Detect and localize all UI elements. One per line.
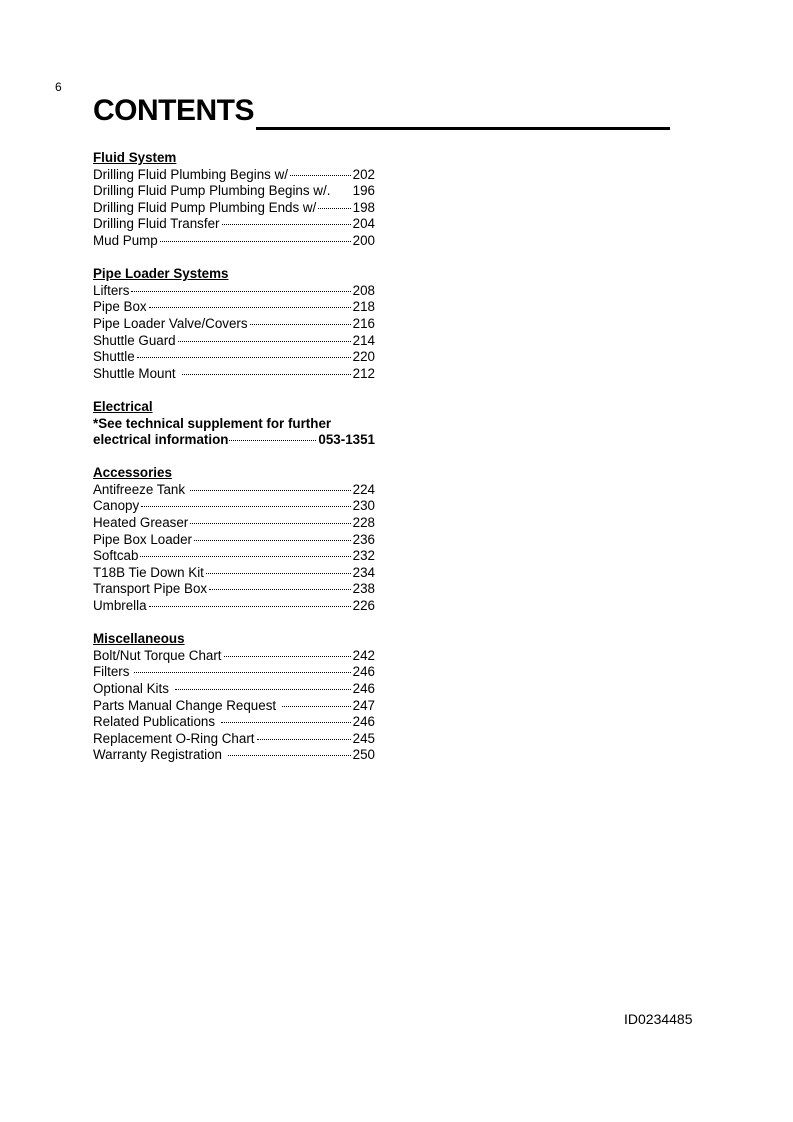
toc-entry-label: Shuttle Guard	[93, 332, 176, 348]
toc-entry	[93, 216, 375, 233]
toc-entry	[93, 482, 375, 499]
toc-entry-label: Related Publications	[93, 714, 216, 730]
dot-leader	[149, 606, 351, 607]
section-accessories	[93, 465, 375, 614]
toc-entry	[93, 349, 375, 366]
toc-entry	[93, 299, 375, 316]
dot-leader	[141, 506, 351, 507]
toc-entry-label: Pipe Box Loader	[93, 531, 193, 547]
toc-entry-label: Pipe Box	[93, 299, 147, 315]
toc-entry-label: Drilling Fluid Pump Plumbing Begins w/.	[93, 183, 331, 199]
dot-leader	[209, 589, 351, 590]
toc-entry-page: 234	[352, 564, 375, 580]
toc-entry-page: 250	[352, 747, 375, 763]
section-electrical	[93, 399, 375, 449]
toc-entry-page: 230	[352, 498, 375, 514]
page-title-text: CONTENTS	[93, 94, 254, 127]
section-heading: Miscellaneous	[93, 631, 185, 647]
dot-leader	[206, 573, 351, 574]
toc-entry-page: 218	[352, 299, 375, 315]
section-pipe-loader-systems	[93, 266, 375, 382]
toc-entry-label: Bolt/Nut Torque Chart	[93, 647, 222, 663]
toc-entry-page: 200	[352, 232, 375, 248]
toc-entry-page: 246	[352, 664, 375, 680]
toc-entry	[93, 681, 375, 698]
toc-entry-page: 245	[352, 730, 375, 746]
toc-entry-label: Optional Kits	[93, 681, 169, 696]
section-heading: Accessories	[93, 465, 172, 481]
electrical-note	[93, 416, 375, 449]
dot-leader	[140, 556, 350, 557]
toc-entry-page: 228	[352, 515, 375, 531]
dot-leader	[182, 374, 351, 375]
toc-entry	[93, 200, 375, 217]
dot-leader	[228, 755, 351, 756]
dot-leader	[257, 739, 351, 740]
toc-entry-label: Shuttle	[93, 349, 135, 365]
toc-entry	[93, 532, 375, 549]
dot-leader	[194, 540, 351, 541]
toc-entry-label: Heated Greaser	[93, 515, 189, 531]
toc-entry	[93, 498, 375, 515]
toc-entry	[93, 283, 375, 300]
section-heading: Electrical	[93, 398, 153, 414]
page-title	[93, 94, 670, 128]
section-heading: Fluid System	[93, 150, 177, 165]
toc-entry-label: Parts Manual Change Request	[93, 697, 277, 713]
toc-entry-page: 198	[352, 199, 375, 215]
section-fluid-system	[93, 150, 375, 250]
toc-entry-page: 226	[352, 598, 375, 614]
toc-entry	[93, 233, 375, 250]
toc-entry	[93, 747, 375, 764]
toc-entry-label: Lifters	[93, 282, 130, 298]
toc-entry-label: Canopy	[93, 498, 140, 514]
toc-entry-page: 236	[352, 531, 375, 547]
toc-entry-page: 214	[352, 332, 375, 348]
dot-leader	[149, 307, 351, 308]
dot-leader	[224, 656, 351, 657]
toc-entry	[93, 316, 375, 333]
toc-entry-page: 220	[352, 349, 375, 365]
toc-entry-page: 242	[352, 647, 375, 663]
dot-leader	[178, 341, 351, 342]
dot-leader	[318, 208, 350, 209]
toc-entry-page: 246	[352, 714, 375, 730]
toc-entry	[93, 565, 375, 582]
toc-entry-label: Antifreeze Tank	[93, 481, 186, 497]
title-underline	[256, 127, 670, 130]
toc-entry-label: Umbrella	[93, 598, 147, 614]
toc-entry	[93, 333, 375, 350]
toc-entry	[93, 731, 375, 748]
toc-entry	[93, 714, 375, 731]
toc-entry-label: T18B Tie Down Kit	[93, 564, 204, 580]
toc-entry-label: Filters	[93, 664, 130, 680]
toc-entry-label: electrical information	[93, 432, 229, 448]
dot-leader	[190, 490, 351, 491]
toc-entry	[93, 698, 375, 715]
dot-leader	[134, 672, 350, 673]
toc-entry-label: Drilling Fluid Transfer	[93, 216, 220, 232]
toc-entry-page: 053-1351	[318, 432, 375, 448]
toc-entry	[93, 366, 375, 383]
toc-entry	[93, 548, 375, 565]
toc-entry	[93, 581, 375, 598]
section-heading: Pipe Loader Systems	[93, 266, 229, 282]
toc-entry-label: Warranty Registration	[93, 747, 222, 763]
dot-leader	[222, 224, 351, 225]
page-number: 6	[55, 80, 62, 94]
section-miscellaneous	[93, 631, 375, 764]
toc-entry-label: Shuttle Mount	[93, 365, 176, 381]
toc-entry	[93, 648, 375, 665]
toc-entry-page: 208	[352, 282, 375, 298]
toc-entry-page: 204	[352, 216, 375, 232]
toc-entry-page: 202	[352, 166, 375, 182]
toc-entry-label: Pipe Loader Valve/Covers	[93, 315, 248, 331]
toc-entry	[93, 167, 375, 184]
dot-leader	[221, 722, 351, 723]
table-of-contents	[93, 150, 375, 781]
toc-entry-page: 238	[352, 581, 375, 597]
dot-leader	[229, 440, 316, 441]
dot-leader	[250, 324, 351, 325]
dot-leader	[131, 291, 350, 292]
dot-leader	[137, 357, 351, 358]
dot-leader	[190, 523, 350, 524]
dot-leader	[282, 706, 351, 707]
toc-entry-label: Mud Pump	[93, 232, 158, 248]
dot-leader	[175, 689, 351, 690]
dot-leader	[290, 175, 351, 176]
toc-entry-page: 196	[352, 183, 375, 199]
dot-leader	[160, 241, 351, 242]
toc-entry	[93, 598, 375, 615]
toc-entry	[93, 515, 375, 532]
note-line: *See technical supplement for further	[93, 415, 332, 431]
document-id: ID0234485	[624, 1011, 693, 1027]
toc-entry-page: 247	[352, 697, 375, 713]
toc-entry-page: 232	[352, 548, 375, 564]
toc-entry-page: 224	[352, 481, 375, 497]
toc-entry-page: 212	[352, 365, 375, 381]
toc-entry-label: Replacement O-Ring Chart	[93, 730, 255, 746]
toc-entry-label: Softcab	[93, 548, 139, 564]
toc-entry-page: 216	[352, 315, 375, 331]
toc-entry-label: Transport Pipe Box	[93, 581, 208, 597]
toc-entry	[93, 664, 375, 681]
toc-entry	[93, 432, 375, 449]
toc-entry-page: 246	[352, 681, 375, 696]
toc-entry-label: Drilling Fluid Plumbing Begins w/	[93, 166, 288, 182]
toc-entry-label: Drilling Fluid Pump Plumbing Ends w/	[93, 199, 317, 215]
toc-entry	[93, 183, 375, 200]
